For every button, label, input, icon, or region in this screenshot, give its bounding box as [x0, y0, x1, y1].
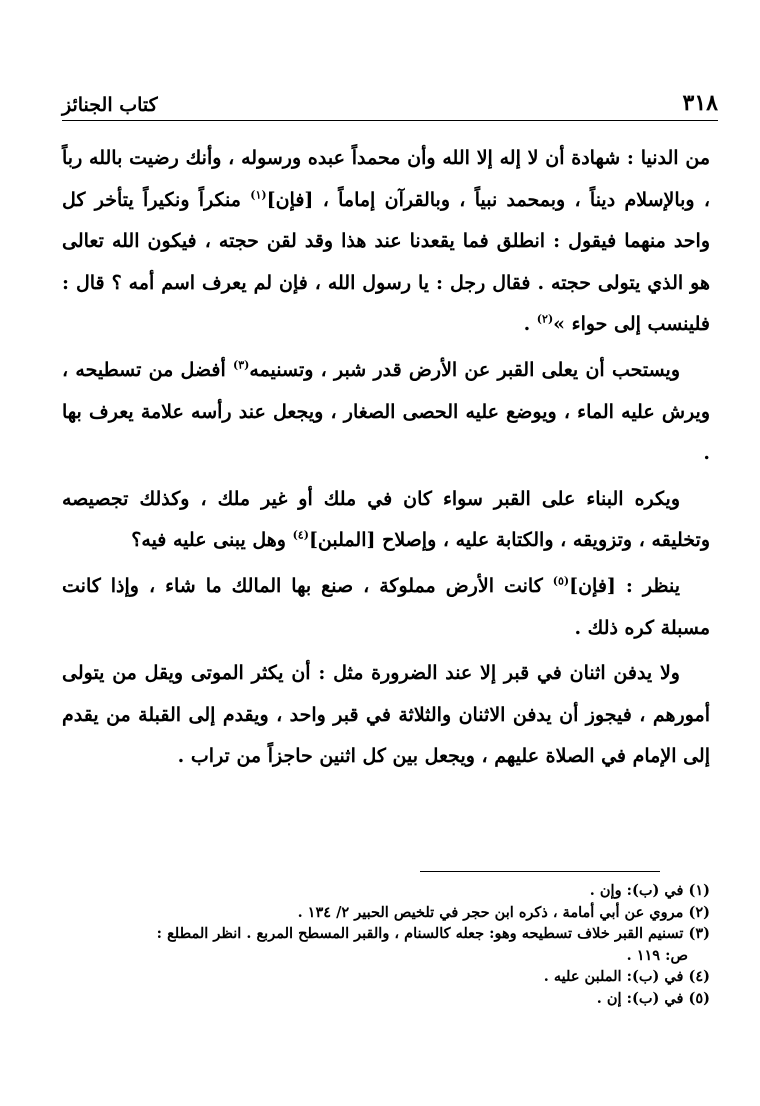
- footnote-ref-3: (٣): [233, 358, 250, 372]
- footnote-3: (٣) تسنيم القبر خلاف تسطيحه وهو: جعله كالسنام ، والقبر المسطح المربع . انظر المطلع :: [156, 925, 710, 942]
- paragraph-2: ويستحب أن يعلى القبر عن الأرض قدر شبر ، وتسنيمه$^{(٣)}$ أفضل من تسطيحه ، ويرش عليه الماء ، ويوضع عليه الحصى الصغار ، ويجعل عند رأسه علامة يعرف بها .: [62, 358, 710, 465]
- footnote-ref-2: (٢): [536, 313, 554, 327]
- footnote-ref-5: (٥): [552, 574, 570, 588]
- footnote-1: (١) في (ب): وإن .: [589, 882, 710, 899]
- chapter-title: كتاب الجنائز: [62, 94, 158, 116]
- paragraph-5: ولا يدفن اثنان في قبر إلا عند الضرورة مثل : أن يكثر الموتى ويقل من يتولى أمورهم ، فيجوز أن يدفن الاثنان والثلاثة في قبر واحد ، ويقدم إلى القبلة من يقدم إلى الإمام في الصلاة عليهم ، ويجعل بين كل اثنين حاجزاً من تراب .: [62, 662, 710, 768]
- paragraph-3: ويكره البناء على القبر سواء كان في ملك أو غير ملك ، وكذلك تجصيصه وتخليقه ، وتزويقه ، والكتابة عليه ، وإصلاح [الملبن]$^{(٤)}$ وهل يبنى عليه فيه؟: [62, 487, 710, 552]
- footnote-divider: [420, 871, 660, 872]
- paragraph-1: من الدنيا : شهادة أن لا إله إلا الله وأن محمداً عبده ورسوله ، وأنك رضيت بالله رباً ، وبالإسلام ديناً ، وبمحمد نبياً ، وبالقرآن إماماً ، [فإن]$^{(١)}$ منكراً ونكيراً يتأخر كل واحد منهما فيقول : انطلق فما يقعدنا عند هذا وقد لقن حجته ، فيكون الله تعالى هو الذي يتولى حجته . فقال رجل : يا رسول الله ، فإن لم يعرف اسم أمه ؟ قال : فلينسب إلى حواء »$^{(٢)}$ .: [62, 147, 710, 336]
- paragraph-4: ينظر : [فإن]$^{(٥)}$ كانت الأرض مملوكة ، صنع بها المالك ما شاء ، وإذا كانت مسبلة كره ذلك .: [62, 574, 710, 639]
- footnote-ref-4: (٤): [292, 529, 309, 543]
- footnote-2: (٢) مروي عن أبي أمامة ، ذكره ابن حجر في تلخيص الحبير ٢/ ١٣٤ .: [297, 903, 710, 921]
- footnote-ref-1: (١): [250, 188, 267, 202]
- footnote-4: (٤) في (ب): الملبن عليه .: [543, 968, 710, 985]
- running-header: [62, 84, 718, 116]
- footnote-3-continued: ص: ١١٩ .: [626, 946, 688, 964]
- main-text: [62, 138, 710, 778]
- footnote-5: (٥) في (ب): إن .: [596, 989, 710, 1007]
- footnotes: [62, 880, 710, 1009]
- header-divider: [62, 120, 718, 121]
- page-number: ٣١٨: [682, 90, 718, 116]
